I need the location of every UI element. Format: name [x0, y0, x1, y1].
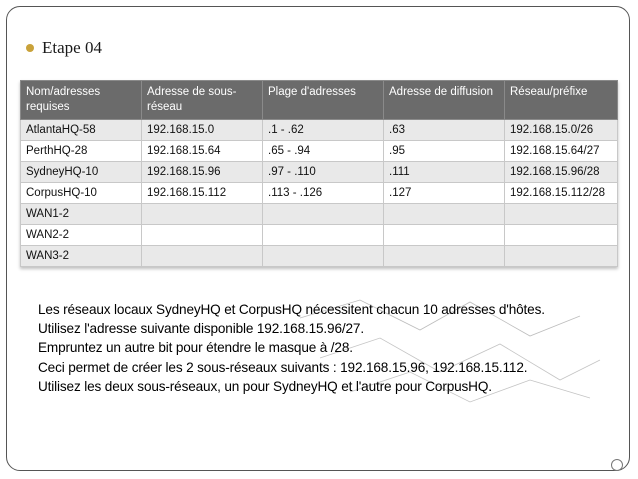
table-cell: AtlantaHQ-58	[21, 120, 142, 141]
table-cell: .127	[384, 183, 505, 204]
explanation-line: Les réseaux locaux SydneyHQ et CorpusHQ nécessitent chacun 10 adresses d'hôtes.	[38, 302, 545, 317]
explanation-line: Utilisez les deux sous-réseaux, un pour SydneyHQ et l'autre pour CorpusHQ.	[38, 378, 492, 394]
explanation-text	[38, 300, 618, 396]
column-header-prefix: Réseau/préfixe	[505, 81, 618, 120]
table-cell: CorpusHQ-10	[21, 183, 142, 204]
table-cell: .63	[384, 120, 505, 141]
slide-heading: Etape 04	[42, 38, 102, 57]
table-cell: 192.168.15.96	[142, 162, 263, 183]
table-cell: 192.168.15.64/27	[505, 141, 618, 162]
table-cell: 192.168.15.0	[142, 120, 263, 141]
column-header-subnet: Adresse de sous-réseau	[142, 81, 263, 120]
table-cell: .1 - .62	[263, 120, 384, 141]
table-cell: WAN1-2	[21, 204, 142, 225]
table-cell: .113 - .126	[263, 183, 384, 204]
table-cell: .97 - .110	[263, 162, 384, 183]
column-header-name: Nom/adresses requises	[21, 81, 142, 120]
table-cell: 192.168.15.112/28	[505, 183, 618, 204]
table-cell: 192.168.15.64	[142, 141, 263, 162]
table-cell: WAN2-2	[21, 225, 142, 246]
table-cell: .111	[384, 162, 505, 183]
table-cell: WAN3-2	[21, 246, 142, 267]
table-cell: .95	[384, 141, 505, 162]
table-cell: 192.168.15.112	[142, 183, 263, 204]
table-cell: 192.168.15.0/26	[505, 120, 618, 141]
table-cell: PerthHQ-28	[21, 141, 142, 162]
explanation-line: Utilisez l'adresse suivante disponible 192.168.15.96/27.	[38, 321, 364, 337]
explanation-line: Empruntez un autre bit pour étendre le masque à /28.	[38, 340, 353, 356]
table-cell: .65 - .94	[263, 141, 384, 162]
column-header-broadcast: Adresse de diffusion	[384, 81, 505, 120]
column-header-range: Plage d'adresses	[263, 81, 384, 120]
table-cell: 192.168.15.96/28	[505, 162, 618, 183]
explanation-line: Ceci permet de créer les 2 sous-réseaux suivants : 192.168.15.96, 192.168.15.112.	[38, 359, 528, 375]
table-cell: SydneyHQ-10	[21, 162, 142, 183]
